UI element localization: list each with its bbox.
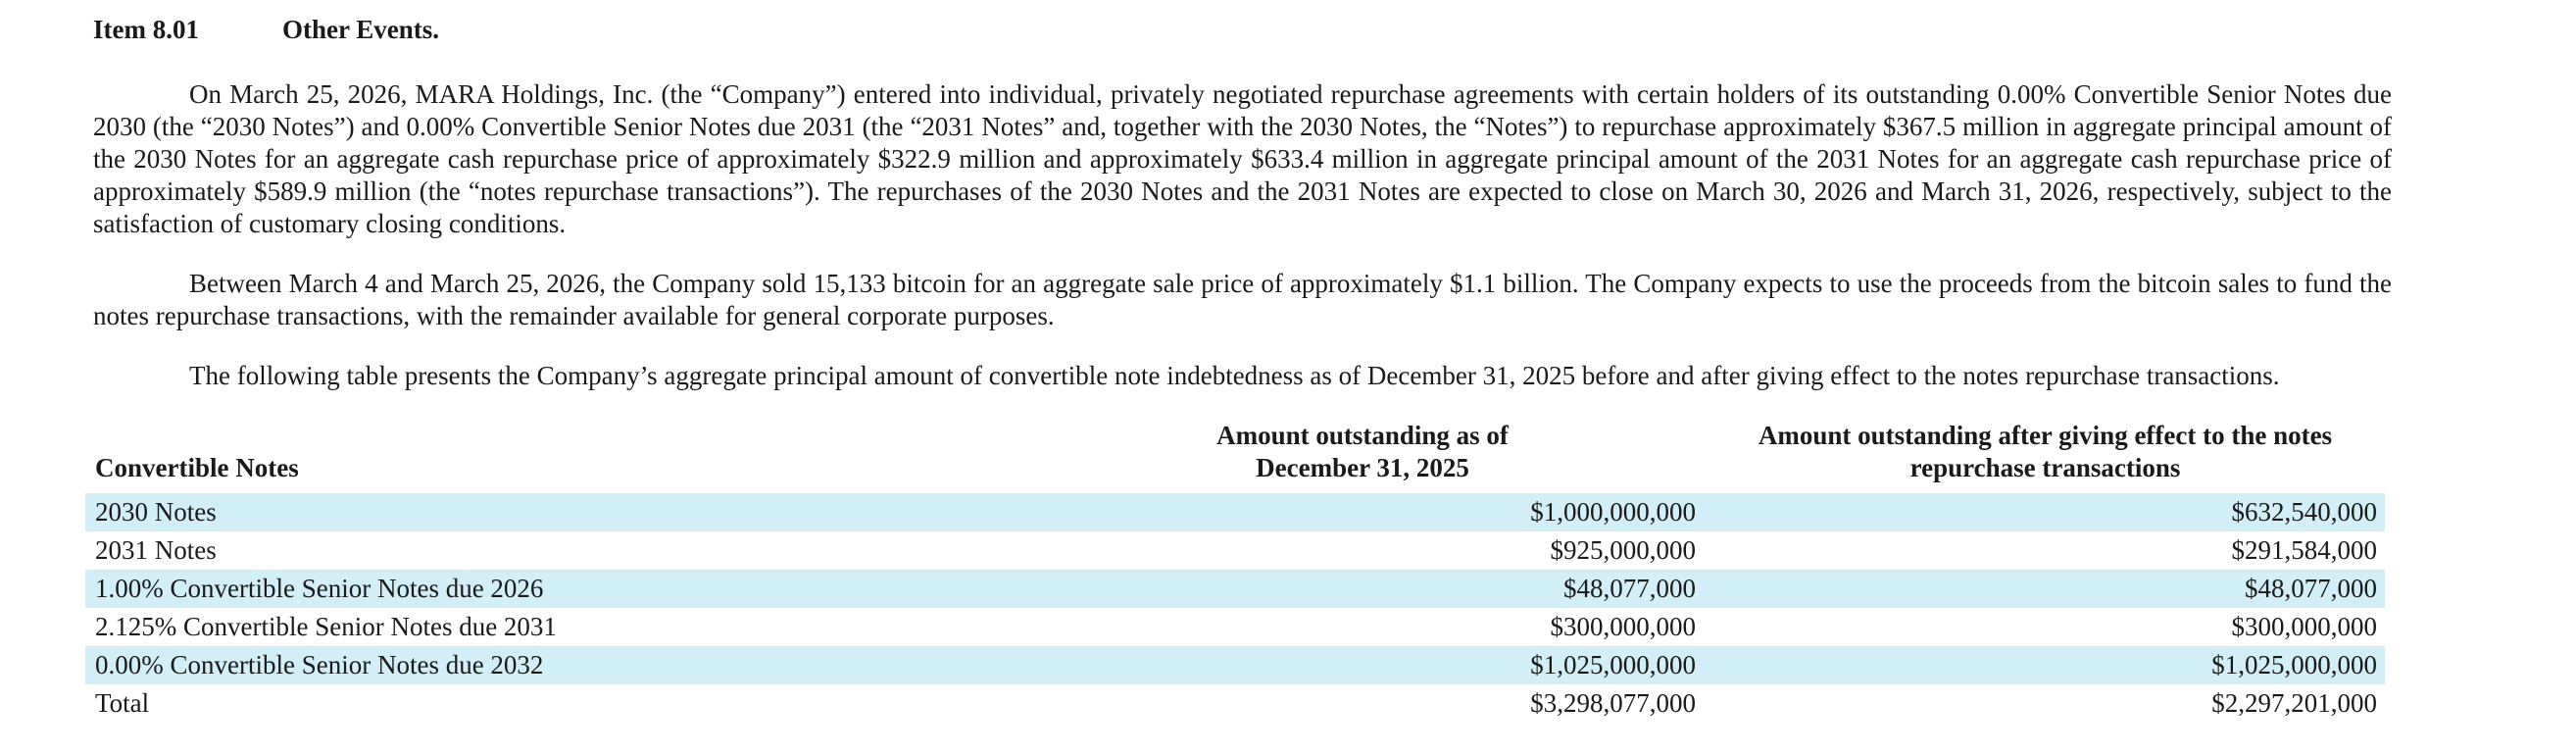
header-amount-after [1706, 420, 2385, 493]
amount-after-cell: $632,540,000 [1706, 493, 2385, 531]
paragraph-repurchase-agreements: On March 25, 2026, MARA Holdings, Inc. (the “Company”) entered into individual, privately negotiated repurchase agreements with certain holders of its outstanding 0.00% Convertible Senior Notes due 2030 (the “2030 Notes”) and 0.00% Convertible Senior Notes due 2031 (the “2031 Notes” and, together with the 2030 Notes, the “Notes”) to repurchase approximately $367.5 million in aggregate principal amount of the 2030 Notes for an aggregate cash repurchase price of approximately $322.9 million and approximately $633.4 million in aggregate principal amount of the 2031 Notes for an aggregate cash repurchase price of approximately $589.9 million (the “notes repurchase transactions”). The repurchases of the 2030 Notes and the 2031 Notes are expected to close on March 30, 2026 and March 31, 2026, respectively, subject to the satisfaction of customary closing conditions. [93, 79, 2392, 238]
header-convertible-notes: Convertible Notes [95, 453, 299, 482]
amount-before-cell: $1,025,000,000 [1019, 646, 1706, 684]
item-heading [93, 14, 2392, 46]
amount-before-cell: $1,000,000,000 [1019, 493, 1706, 531]
table-row [85, 493, 2385, 531]
note-label-cell: 2.125% Convertible Senior Notes due 2031 [95, 612, 557, 641]
body-text [93, 78, 2392, 392]
table-row [85, 570, 2385, 608]
item-title: Other Events. [282, 15, 439, 44]
paragraph-bitcoin-sales: Between March 4 and March 25, 2026, the Company sold 15,133 bitcoin for an aggregate sale price of approximately $1.1 billion. The Company expects to use the proceeds from the bitcoin sales to fund the notes repurchase transactions, with the remainder available for general corporate purposes. [93, 269, 2392, 330]
amount-after-cell: $48,077,000 [1706, 570, 2385, 608]
convertible-notes-table [85, 420, 2385, 723]
note-label-cell: Total [95, 688, 150, 718]
table-header-row [85, 420, 2385, 493]
note-label-cell: 2031 Notes [95, 535, 217, 565]
table-row-total [85, 684, 2385, 723]
table-row [85, 646, 2385, 684]
amount-before-cell: $3,298,077,000 [1530, 688, 1696, 718]
item-number: Item 8.01 [93, 15, 199, 44]
table-row [85, 531, 2385, 570]
header-amount-before-line2: December 31, 2025 [1256, 453, 1469, 482]
amount-after-cell: $1,025,000,000 [1706, 646, 2385, 684]
header-amount-after-line2: repurchase transactions [1909, 453, 2181, 482]
amount-before-cell: $300,000,000 [1550, 612, 1696, 641]
note-label-cell: 1.00% Convertible Senior Notes due 2026 [85, 570, 1019, 608]
paragraph-table-intro: The following table presents the Company’s aggregate principal amount of convertible note indebtedness as of December 31, 2025 before and after giving effect to the notes repurchase transactions. [189, 361, 2280, 390]
amount-before-cell: $925,000,000 [1550, 535, 1696, 565]
header-amount-before-line1: Amount outstanding as of [1216, 421, 1509, 450]
amount-after-cell: $2,297,201,000 [2211, 688, 2377, 718]
note-label-cell: 2030 Notes [85, 493, 1019, 531]
amount-before-cell: $48,077,000 [1019, 570, 1706, 608]
table-row [85, 608, 2385, 646]
amount-after-cell: $300,000,000 [2231, 612, 2377, 641]
header-amount-after-line1: Amount outstanding after giving effect to the notes [1758, 421, 2333, 450]
note-label-cell: 0.00% Convertible Senior Notes due 2032 [85, 646, 1019, 684]
header-amount-before [1019, 420, 1706, 493]
amount-after-cell: $291,584,000 [2231, 535, 2377, 565]
